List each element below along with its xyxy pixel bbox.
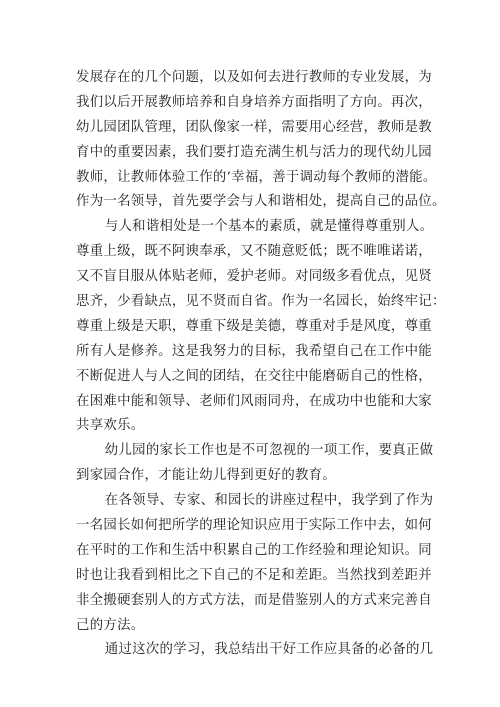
text-line: 作为一名领导，首先要学会与人和谐相处，提高自己的品位。 — [76, 194, 446, 210]
text-line: 到家园合作，才能让幼儿得到更好的教育。 — [76, 468, 337, 484]
paragraph — [76, 638, 436, 663]
paragraph — [76, 439, 436, 489]
text-line: 在各领导、专家、和园长的讲座过程中，我学到了作为 — [104, 493, 434, 509]
text-line: 育中的重要因素，我们要打造充满生机与活力的现代幼儿园 — [76, 144, 432, 160]
text-line: 与人和谐相处是一个基本的素质，就是懂得尊重别人。 — [104, 219, 434, 235]
document-body — [76, 66, 446, 663]
text-line: 思齐，少看缺点，见不贤而自省。作为一名园长，始终牢记： — [76, 294, 446, 310]
text-line: 尊重上级是天职，尊重下级是美德，尊重对手是风度，尊重 — [76, 318, 432, 334]
text-line: 共享欢乐。 — [76, 418, 145, 434]
paragraph — [76, 215, 446, 439]
text-line: 又不盲目服从体贴老师，爱护老师。对同级多看优点，见贤 — [76, 269, 432, 285]
text-line: 教师，让教师体验工作的’幸福，善于调动每个教师的潜能。 — [76, 169, 437, 185]
text-line: 幼儿园的家长工作也是不可忽视的一项工作，要真正做 — [104, 443, 434, 459]
text-line: 非全搬硬套别人的方式方法，而是借鉴别人的方式来完善自 — [76, 592, 432, 608]
text-line: 所有人是修养。这是我努力的目标，我希望自己在工作中能 — [76, 343, 432, 359]
text-line: 在困难中能和领导、老师们风雨同舟，在成功中也能和大家 — [76, 393, 432, 409]
text-line: 在平时的工作和生活中积累自己的工作经验和理论知识。同 — [76, 542, 432, 558]
text-line: 我们以后开展教师培养和自身培养方面指明了方向。再次， — [76, 94, 432, 110]
text-line: 不断促进人与人之间的团结，在交往中能磨砺自己的性格， — [76, 368, 432, 384]
text-line: 尊重上级，既不阿谀奉承，又不随意贬低；既不唯唯诺诺， — [76, 244, 432, 260]
text-line: 通过这次的学习，我总结出干好工作应具备的必备的几 — [104, 642, 434, 658]
text-line: 幼儿园团队管理，团队像家一样，需要用心经营，教师是教 — [76, 119, 432, 135]
paragraph — [76, 66, 446, 215]
paragraph — [76, 489, 436, 638]
text-line: 己的方法。 — [76, 617, 145, 633]
text-line: 发展存在的几个问题，以及如何去进行教师的专业发展，为 — [76, 70, 432, 85]
text-line: 一名园长如何把所学的理论知识应用于实际工作中去，如何 — [76, 518, 432, 534]
text-line: 时也让我看到相比之下自己的不足和差距。当然找到差距并 — [76, 567, 432, 583]
